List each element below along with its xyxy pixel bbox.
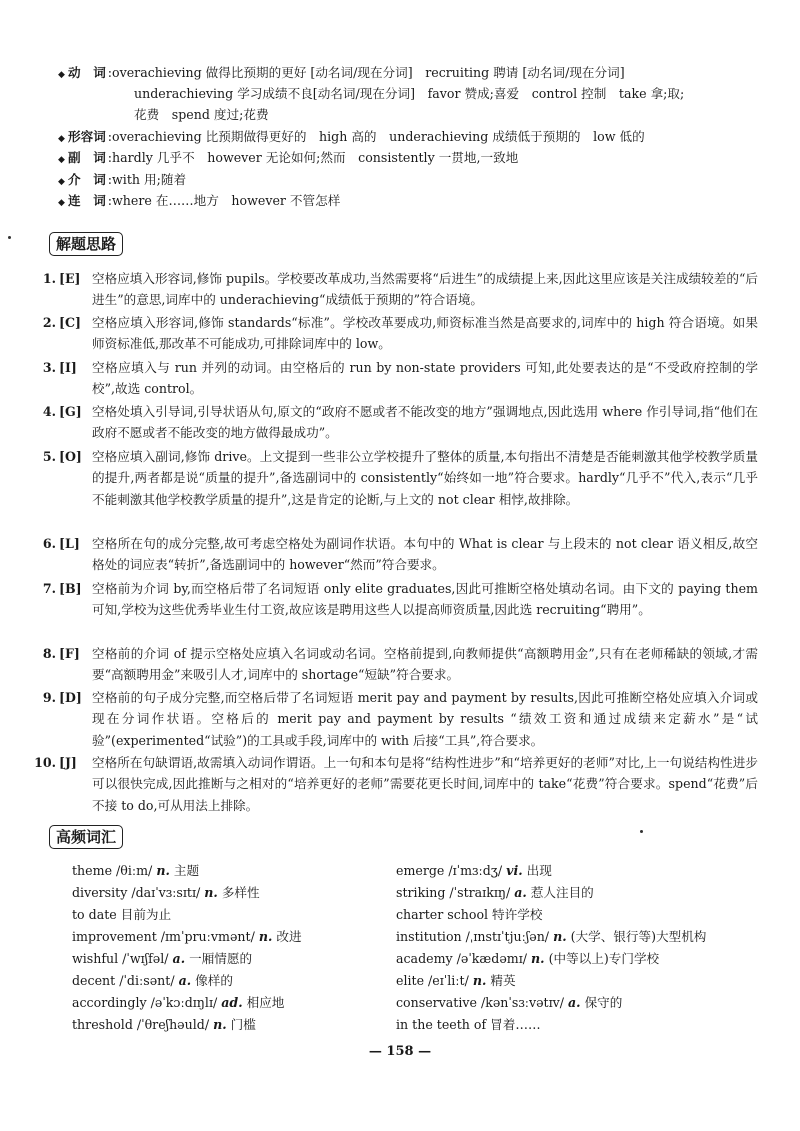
vocab-entry xyxy=(396,926,706,948)
vocab-entry xyxy=(396,948,659,970)
vocab-pos: n. xyxy=(472,973,487,988)
vocab-meaning: 出现 xyxy=(526,863,552,878)
item-number: 5. xyxy=(42,449,56,464)
page-number: — 158 — xyxy=(368,1044,432,1059)
item-answer: [G] xyxy=(59,404,82,419)
item-text: 空格所在句的成分完整,故可考虑空格处为副词作状语。本句中的 What is clear 与上段末的 not clear 语义相反,故空格处的词应表“转折”,备选副词中的 however“然而”符合要求。 xyxy=(92,536,758,573)
item-number: 10. xyxy=(34,755,56,770)
vocab-word: threshold /ˈθreʃhəuld/ xyxy=(72,1017,210,1032)
vocab-meaning: 保守的 xyxy=(584,995,623,1010)
item-answer: [E] xyxy=(59,271,81,286)
item-text: 空格应填入形容词,修饰 standards“标准”。学校改革要成功,师资标准当然是高要求的,词库中的 high 符合语境。如果师资标准低,那改革不可能成功,可排除词库中的 low。 xyxy=(92,315,758,352)
vocab-meaning: 惹人注目的 xyxy=(530,885,594,900)
vocab-word: improvement /ɪmˈpruːvmənt/ xyxy=(72,929,255,944)
answer-item xyxy=(34,752,758,816)
item-text: 空格前的句子成分完整,而空格后带了名词短语 merit pay and payment by results,因此可推断空格处应填入介词或现在分词作状语。空格后的 merit pay and payment by results “绩效工资和通过成绩来定薪水”是“试验”(experimented“试验”)的工具或手段,词库中的 with 后接“工具”,符合要求。 xyxy=(92,690,758,748)
vocab-word: to date 目前为止 xyxy=(72,907,172,922)
item-text: 空格应填入形容词,修饰 pupils。学校要改革成功,当然需要将“后进生”的成绩提上来,因此这里应该是关注成绩较差的“后进生”的意思,词库中的 underachieving“成绩低于预期的”符合语境。 xyxy=(92,271,758,308)
vocab-pos: n. xyxy=(204,885,218,900)
vocab-meaning: 主题 xyxy=(173,863,200,878)
item-number: 1. xyxy=(42,271,56,286)
diamond-bullet-icon: ◆ xyxy=(58,177,65,187)
section-title-vocab: 高频词汇 xyxy=(49,825,123,849)
vocab-meaning: 精英 xyxy=(490,973,516,988)
pos-text: 花费 spend 度过;花费 xyxy=(134,107,269,122)
item-number: 3. xyxy=(42,360,56,375)
vocab-entry xyxy=(72,860,199,882)
pos-text: underachieving 学习成绩不良[动名词/现在分词] favor 赞成;喜爱 control 控制 take 拿;取; xyxy=(134,86,685,101)
vocab-meaning: 改进 xyxy=(276,929,302,944)
item-text: 空格应填入与 run 并列的动词。由空格后的 run by non-state providers 可知,此处要表达的是“不受政府控制的学校”,故选 control。 xyxy=(92,360,758,397)
pos-text: hardly 几乎不 however 无论如何;然而 consistently 一贯地,一致地 xyxy=(112,150,519,165)
pos-text: where 在……地方 however 不管怎样 xyxy=(112,193,341,208)
vocab-pos: n. xyxy=(531,951,545,966)
vocab-entry xyxy=(72,882,260,904)
item-answer: [L] xyxy=(59,536,80,551)
item-number: 6. xyxy=(42,536,56,551)
vocab-word: elite /eɪˈliːt/ xyxy=(396,973,469,988)
vocab-meaning: (中等以上)专门学校 xyxy=(548,951,660,966)
vocab-word: in the teeth of 冒着…… xyxy=(396,1017,541,1032)
vocab-word: wishful /ˈwɪʃfəl/ xyxy=(72,951,169,966)
item-text: 空格应填入副词,修饰 drive。上文提到一些非公立学校提升了整体的质量,本句指出不清楚是否能刺激其他学校教学质量的提升,两者都是说“质量的提升”,备选副词中的 consistently“始终如一地”符合要求。hardly“几乎不”代入,表示“几乎不能刺激其他学校教学质量的提升”,这是肯定的论断,与上文的 not clear 相悖,故排除。 xyxy=(92,449,758,507)
vocab-pos: ad. xyxy=(221,995,243,1010)
vocab-entry xyxy=(72,1014,256,1036)
pos-conjunction: ◆ 连 词 :where 在……地方 however 不管怎样 xyxy=(58,191,760,213)
diamond-bullet-icon: ◆ xyxy=(58,155,65,165)
vocab-entry xyxy=(396,882,594,904)
section-title-analysis: 解题思路 xyxy=(49,232,123,256)
diamond-bullet-icon: ◆ xyxy=(58,134,65,144)
vocab-entry xyxy=(396,992,622,1014)
vocab-word: emerge /ɪˈmɜːdʒ/ xyxy=(396,863,503,878)
vocab-entry xyxy=(72,970,233,992)
vocab-word: striking /ˈstraɪkɪŋ/ xyxy=(396,885,511,900)
item-number: 9. xyxy=(42,690,56,705)
vocab-pos: vi. xyxy=(506,863,523,878)
vocab-word: theme /θiːm/ xyxy=(72,863,153,878)
vocab-word: charter school 特许学校 xyxy=(396,907,543,922)
vocab-entry xyxy=(396,1014,541,1036)
pos-text: overachieving 比预期做得更好的 high 高的 underachieving 成绩低于预期的 low 低的 xyxy=(112,129,645,144)
vocab-meaning: 一厢情愿的 xyxy=(189,951,253,966)
item-answer: [F] xyxy=(59,646,80,661)
item-text: 空格处填入引导词,引导状语从句,原文的“政府不愿或者不能改变的地方”强调地点,因此选用 where 作引导词,指“他们在政府不愿或者不能改变的地方做得最成功”。 xyxy=(92,404,758,441)
vocab-entry xyxy=(72,948,252,970)
answer-item xyxy=(34,268,758,311)
item-answer: [C] xyxy=(59,315,81,330)
item-answer: [B] xyxy=(59,581,82,596)
item-text: 空格前为介词 by,而空格后带了名词短语 only elite graduates,因此可推断空格处填动名词。由下文的 paying them 可知,学校为这些优秀毕业生付工资,故应该是聘用这些人以提高师资质量,因此选 recruiting“聘用”。 xyxy=(92,581,758,618)
item-number: 2. xyxy=(42,315,56,330)
diamond-bullet-icon: ◆ xyxy=(58,198,65,208)
item-text: 空格所在句缺谓语,故需填入动词作谓语。上一句和本句是将“结构性进步”和“培养更好的老师”对比,上一句说结构性进步可以很快完成,因此推断与之相对的“培养更好的老师”需要花更长时间,词库中的 take“花费”符合要求。spend“花费”后不接 to do,可从用法上排除。 xyxy=(92,755,758,813)
vocab-entry xyxy=(72,992,284,1014)
vocab-pos: n. xyxy=(258,929,273,944)
answer-item xyxy=(34,357,758,400)
pos-label: 连 词 xyxy=(68,193,106,208)
vocab-entry xyxy=(396,970,516,992)
vocab-entry xyxy=(72,904,171,926)
answer-item xyxy=(34,446,758,510)
diamond-bullet-icon: ◆ xyxy=(58,70,65,80)
vocab-pos: a. xyxy=(178,973,192,988)
vocab-meaning: 相应地 xyxy=(246,995,285,1010)
vocab-word: decent /ˈdiːsənt/ xyxy=(72,973,175,988)
vocab-entry xyxy=(396,860,552,882)
scan-speck xyxy=(640,830,643,833)
vocab-word: academy /əˈkædəmɪ/ xyxy=(396,951,527,966)
vocab-entry xyxy=(72,926,302,948)
pos-label: 介 词 xyxy=(68,172,106,187)
pos-text: with 用;随着 xyxy=(112,172,187,187)
pos-label: 形容词 xyxy=(68,129,106,144)
pos-adjective: ◆ 形容词 :overachieving 比预期做得更好的 high 高的 underachieving 成绩低于预期的 low 低的 xyxy=(58,127,760,149)
vocab-word: accordingly /əˈkɔːdɪŋlɪ/ xyxy=(72,995,218,1010)
vocab-meaning: 像样的 xyxy=(195,973,233,988)
vocab-meaning: 多样性 xyxy=(221,885,260,900)
pos-label: 动 词 xyxy=(68,65,106,80)
item-answer: [J] xyxy=(59,755,77,770)
pos-label: 副 词 xyxy=(68,150,106,165)
item-answer: [I] xyxy=(59,360,77,375)
vocab-meaning: (大学、银行等)大型机构 xyxy=(570,929,707,944)
answer-item xyxy=(34,687,758,751)
item-answer: [D] xyxy=(59,690,82,705)
item-number: 7. xyxy=(42,581,56,596)
answer-item xyxy=(34,533,758,576)
pos-adverb: ◆ 副 词 :hardly 几乎不 however 无论如何;然而 consistently 一贯地,一致地 xyxy=(58,148,760,170)
pos-text: overachieving 做得比预期的更好 [动名词/现在分词] recruiting 聘请 [动名词/现在分词] xyxy=(112,65,625,80)
item-number: 4. xyxy=(42,404,56,419)
vocab-pos: n. xyxy=(213,1017,227,1032)
vocab-pos: a. xyxy=(172,951,186,966)
vocab-word: diversity /daɪˈvɜːsɪtɪ/ xyxy=(72,885,201,900)
answer-item xyxy=(34,578,758,621)
vocab-pos: n. xyxy=(553,929,567,944)
vocab-pos: n. xyxy=(156,863,170,878)
vocab-entry xyxy=(396,904,542,926)
item-answer: [O] xyxy=(59,449,82,464)
vocab-word: conservative /kənˈsɜːvətɪv/ xyxy=(396,995,564,1010)
pos-preposition: ◆ 介 词 :with 用;随着 xyxy=(58,170,760,192)
vocab-meaning: 门槛 xyxy=(230,1017,256,1032)
vocab-pos: a. xyxy=(514,885,527,900)
pos-verb: ◆ 动 词 :overachieving 做得比预期的更好 [动名词/现在分词] recruiting 聘请 [动名词/现在分词] xyxy=(58,63,760,85)
answer-item xyxy=(34,401,758,444)
item-number: 8. xyxy=(42,646,56,661)
answer-item xyxy=(34,312,758,355)
answer-item xyxy=(34,643,758,686)
scan-speck xyxy=(8,236,11,239)
item-text: 空格前的介词 of 提示空格处应填入名词或动名词。空格前提到,向教师提供“高额聘用金”,只有在老师稀缺的领域,才需要“高额聘用金”来吸引人才,词库中的 shortage“短缺”符合要求。 xyxy=(92,646,758,683)
vocab-word: institution /ˌɪnstɪˈtjuːʃən/ xyxy=(396,929,550,944)
vocab-pos: a. xyxy=(568,995,581,1010)
